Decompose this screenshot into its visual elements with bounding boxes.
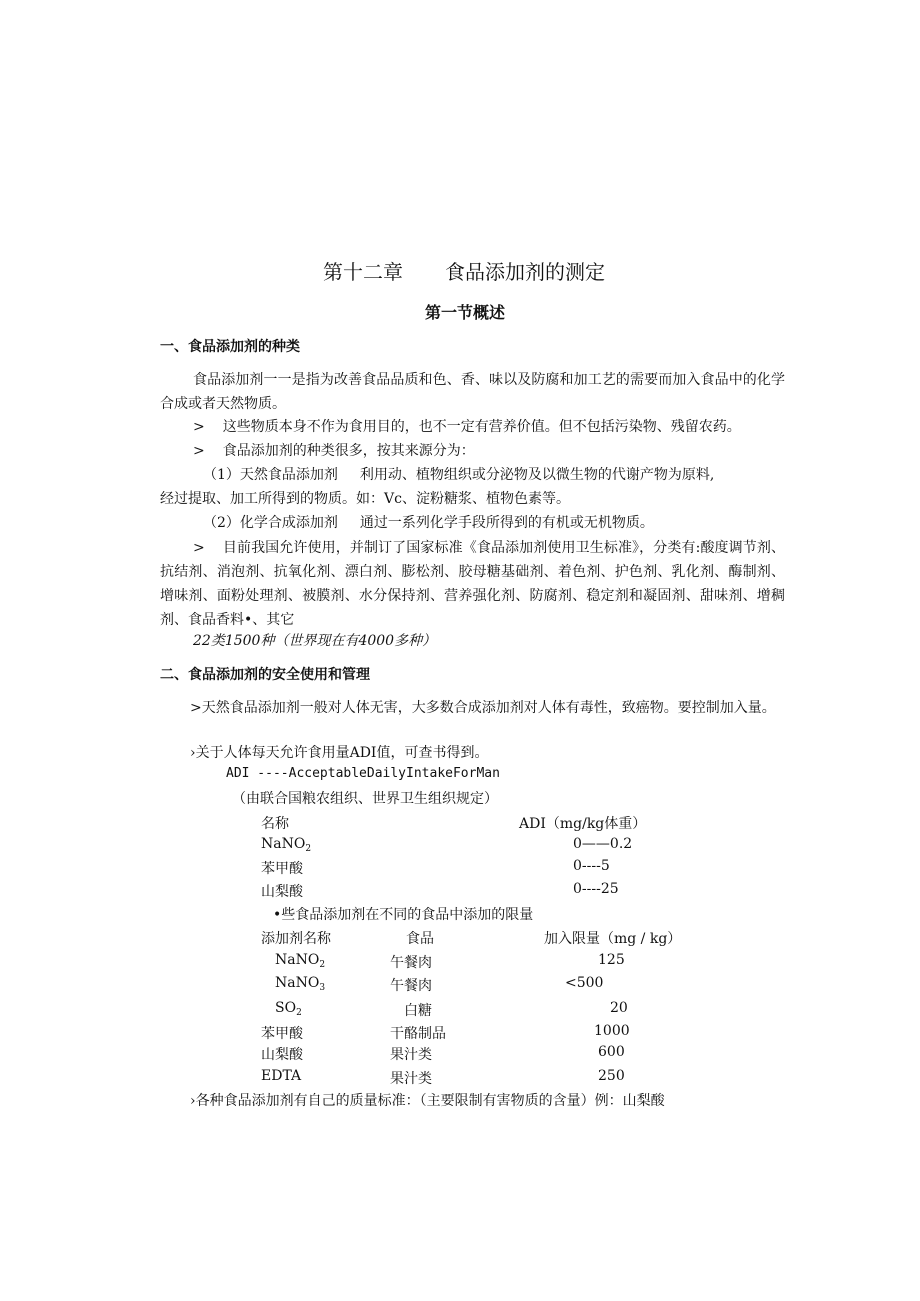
limit-row-limit: <500 (565, 975, 604, 991)
bullet-text: 目前我国允许使用，并制订了国家标准《食品添加剂使用卫生标准》，分类有:酸度调节剂、抗结剂、消泡剂、抗氧化剂、漂白剂、膨松剂、胶母糖基础剂、着色剂、护色剂、乳化剂、酶制剂、增味剂、面粉处理剂、被膜剂、水分保持剂、营养强化剂、防腐剂、稳定剂和凝固剂、甜味剂、增稠剂、食品香料•、其它 (160, 540, 785, 628)
adi-row-name: 山梨酸 (261, 884, 303, 900)
bullet-text: 这些物质本身不作为食用目的，也不一定有营养价值。但不包括污染物、残留农药。 (222, 419, 741, 435)
bullet-text: >天然食品添加剂一般对人体无害，大多数合成添加剂对人体有毒性，致癌物。要控制加入量。 (190, 700, 776, 716)
adi-header-value: ADI（mg/kg体重） (519, 816, 647, 832)
bullet-adi: ›关于人体每天允许食用量ADI值，可查书得到。 (190, 745, 489, 761)
limit-row-name: 苯甲酸 (261, 1026, 303, 1042)
limit-row-food: 干酪制品 (390, 1026, 446, 1042)
limit-row-food: 果汁类 (390, 1071, 432, 1087)
limit-row-food: 午餐肉 (390, 978, 432, 994)
bullet-not-food (193, 416, 741, 436)
limit-row-name: 山梨酸 (261, 1047, 303, 1063)
adi-header-name: 名称 (261, 816, 289, 832)
limit-row-limit: 125 (598, 952, 625, 968)
limit-row-food: 白糖 (404, 1003, 432, 1019)
adi-row-value: 0----25 (573, 881, 619, 897)
section-title: 第一节概述 (425, 303, 506, 322)
limit-row-name: NaNO$_2$ (275, 952, 326, 970)
additive-count-note: 22类1500种（世界现在有4000多种） (193, 633, 437, 649)
type-natural (203, 464, 714, 484)
bullet-mark: > (193, 540, 205, 556)
type-natural-desc: 利用动、植物组织或分泌物及以微生物的代谢产物为原料, (359, 467, 715, 483)
limit-row-limit: 1000 (594, 1023, 630, 1039)
adi-definition: ADI ----AcceptableDailyIntakeForMan (226, 766, 500, 781)
adi-row-value: 0——0.2 (573, 836, 633, 852)
type-natural-continuation: 经过提取、加工所得到的物质。如：Vc、淀粉糖浆、植物色素等。 (160, 491, 570, 507)
adi-row-value: 0----5 (573, 858, 610, 874)
type-synthetic-desc: 通过一系列化学手段所得到的有机或无机物质。 (359, 515, 654, 531)
definition-paragraph (160, 368, 785, 416)
heading-part1: 一、食品添加剂的种类 (160, 339, 300, 355)
bullet-mark: > (193, 443, 205, 459)
adi-source: （由联合国粮农组织、世界卫生组织规定） (232, 791, 498, 807)
type-synthetic (203, 512, 654, 532)
limit-row-name: $SO_2$ (275, 1000, 302, 1018)
definition-text: 食品添加剂一一是指为改善食品品质和色、香、味以及防腐和加工艺的需要而加入食品中的化学合成或者天然物质。 (160, 372, 785, 412)
bullet-natural-harmless (190, 696, 785, 720)
type-synthetic-label: （2）化学合成添加剂 (203, 515, 338, 531)
heading-part2: 二、食品添加剂的安全使用和管理 (160, 667, 370, 683)
chapter-number: 第十二章 (323, 260, 403, 284)
adi-row-name: NaNO$_2$ (261, 836, 312, 854)
limit-header-food: 食品 (406, 931, 434, 947)
type-natural-label: （1）天然食品添加剂 (203, 467, 338, 483)
bullet-types (193, 440, 475, 460)
limit-row-food: 午餐肉 (390, 955, 432, 971)
chapter-title (323, 256, 605, 285)
chapter-title-text: 食品添加剂的测定 (445, 260, 605, 284)
bullet-national-standard (160, 536, 785, 632)
limit-row-name: NaNO$_3$ (275, 975, 326, 993)
bullet-quality-standard: ›各种食品添加剂有自己的质量标准：（主要限制有害物质的含量）例：山梨酸 (190, 1093, 665, 1109)
limit-row-limit: 600 (598, 1044, 625, 1060)
limit-row-food: 果汁类 (390, 1047, 432, 1063)
limit-header-limit: 加入限量（mg / kg） (544, 931, 682, 947)
limit-row-limit: 250 (598, 1068, 625, 1084)
adi-row-name: 苯甲酸 (261, 861, 303, 877)
bullet-text: 食品添加剂的种类很多，按其来源分为： (222, 443, 475, 459)
limit-row-name: EDTA (261, 1068, 302, 1084)
bullet-mark: > (193, 419, 205, 435)
limit-row-limit: 20 (610, 1000, 628, 1016)
limit-intro: •些食品添加剂在不同的食品中添加的限量 (273, 907, 534, 923)
limit-header-name: 添加剂名称 (261, 931, 331, 947)
